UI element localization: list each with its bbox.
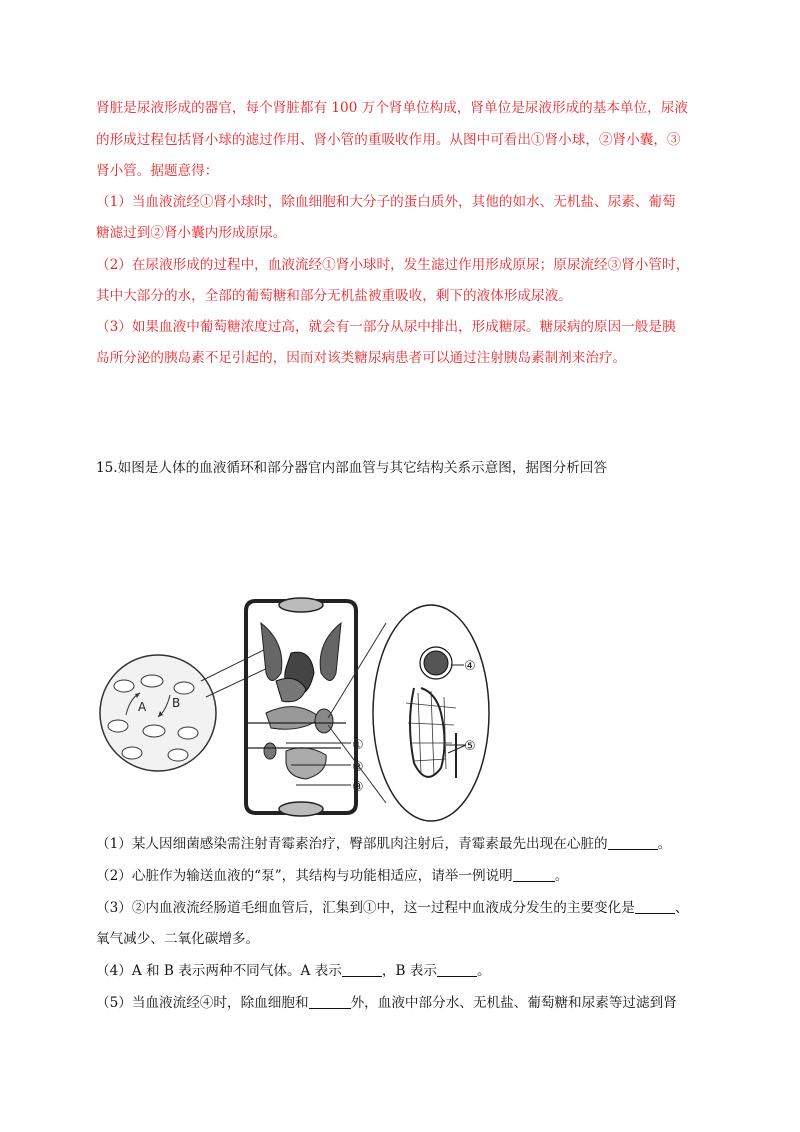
- question-15-stem: 15.如图是人体的血液循环和部分器官内部血管与其它结构关系示意图，据图分析回答: [96, 460, 607, 476]
- sub-question-3-sep: 、: [674, 900, 689, 916]
- label-3: ③: [352, 780, 364, 795]
- answer-line-7: 其中大部分的水，全部的葡萄糖和部分无机盐被重吸收，剩下的液体形成尿液。: [96, 288, 572, 304]
- nephron-magnified-oval: [373, 605, 489, 821]
- answer-line-8: （3）如果血液中葡萄糖浓度过高，就会有一部分从尿中排出，形成糖尿。糖尿病的原因一般是胰: [96, 319, 676, 335]
- sub-question-2-text: （2）心脏作为输送血液的“泵”，其结构与功能相适应，请举一例说明: [96, 868, 513, 884]
- circulation-diagram: [246, 598, 364, 816]
- sub-question-2-end: 。: [554, 868, 569, 884]
- answer-line-4: （1）当血液流经①肾小球时，除血细胞和大分子的蛋白质外，其他的如水、无机盐、尿素、葡萄: [96, 194, 676, 210]
- label-A: A: [138, 700, 147, 714]
- sub-question-4: [96, 961, 491, 981]
- sub-question-1-end: 。: [657, 836, 672, 852]
- answer-line-5: 糖滤过到②肾小囊内形成原尿。: [96, 225, 287, 241]
- sub-question-4-end: 。: [476, 963, 491, 979]
- sub-question-1-text: （1）某人因细菌感染需注射青霉素治疗，臀部肌肉注射后，青霉素最先出现在心脏的: [96, 836, 608, 852]
- label-4: ④: [464, 659, 476, 674]
- sub-question-1: [96, 834, 671, 854]
- answer-line-6: （2）在尿液形成的过程中，血液流经①肾小球时，发生滤过作用形成原尿；原尿流经③肾小管时，: [96, 257, 690, 273]
- sub-question-3: [96, 898, 688, 918]
- label-B: B: [172, 696, 181, 710]
- answer-line-3: 肾小管。据题意得：: [96, 163, 219, 179]
- answer-blank-4a[interactable]: [342, 962, 382, 977]
- sub-question-4-text: （4）A 和 B 表示两种不同气体。A 表示: [96, 963, 342, 979]
- alveoli-magnified-circle: [100, 655, 216, 771]
- answer-blank-1[interactable]: [608, 835, 658, 850]
- answer-line-1: 肾脏是尿液形成的器官，每个肾脏都有 100 万个肾单位构成，肾单位是尿液形成的基本单位，尿液: [96, 100, 688, 116]
- answer-line-2: 的形成过程包括肾小球的滤过作用、肾小管的重吸收作用。从图中可看出①肾小球，②肾小囊，③: [96, 132, 681, 148]
- sub-question-3-continued: 氧气减少、二氧化碳增多。: [96, 931, 260, 947]
- sub-question-5-end: 外，血液中部分水、无机盐、葡萄糖和尿素等过滤到肾: [350, 995, 677, 1011]
- sub-question-5: [96, 993, 677, 1013]
- sub-question-4-mid: ，B 表示: [381, 963, 437, 979]
- answer-blank-4b[interactable]: [437, 962, 477, 977]
- sub-question-5-text: （5）当血液流经④时，除血细胞和: [96, 995, 309, 1011]
- label-2: ②: [352, 760, 364, 775]
- label-1: ①: [352, 738, 364, 753]
- sub-question-3-text: （3）②内血液流经肠道毛细血管后，汇集到①中，这一过程中血液成分发生的主要变化是: [96, 900, 635, 916]
- answer-blank-3[interactable]: [635, 899, 675, 914]
- answer-line-9: 岛所分泌的胰岛素不足引起的，因而对该类糖尿病患者可以通过注射胰岛素制剂来治疗。: [96, 350, 627, 366]
- circulation-figure: [96, 593, 496, 823]
- answer-blank-2[interactable]: [513, 867, 555, 882]
- label-5: ⑤: [464, 739, 476, 754]
- answer-blank-5[interactable]: [309, 994, 351, 1009]
- sub-question-2: [96, 866, 568, 886]
